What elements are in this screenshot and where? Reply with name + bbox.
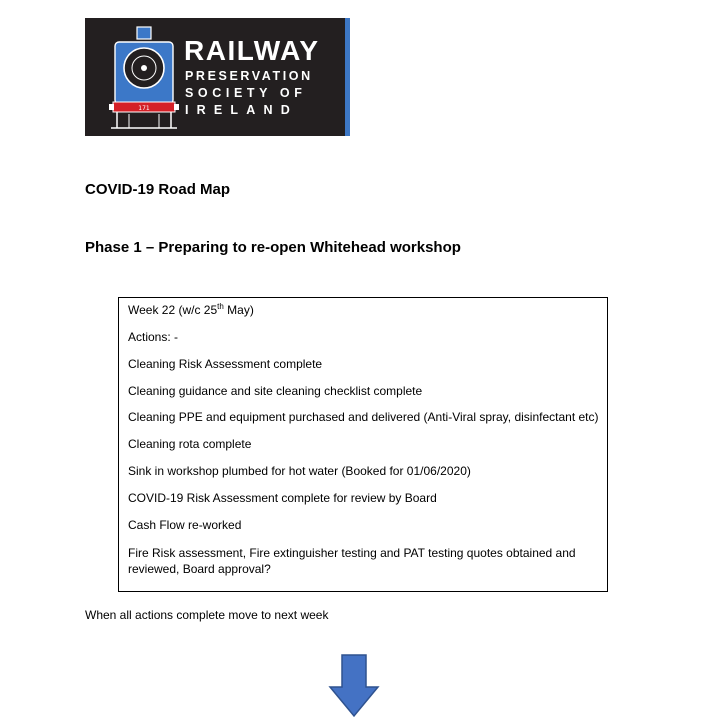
week-suffix: May) (223, 303, 254, 317)
down-arrow-icon (328, 654, 380, 718)
svg-text:171: 171 (138, 105, 150, 112)
footer-note: When all actions complete move to next week (85, 608, 329, 622)
action-item: Cleaning guidance and site cleaning checklist complete (128, 384, 423, 398)
action-item: Sink in workshop plumbed for hot water (Booked for 01/06/2020) (128, 464, 471, 478)
action-item: Fire Risk assessment, Fire extinguisher testing and PAT testing quotes obtained and reviewed, Board approval? (128, 546, 576, 576)
logo-title: RAILWAY (184, 35, 320, 66)
action-item: Cleaning rota complete (128, 437, 252, 451)
actions-box (118, 297, 608, 592)
action-item: Cash Flow re-worked (128, 518, 242, 532)
rpsi-logo (85, 18, 350, 136)
action-item: COVID-19 Risk Assessment complete for review by Board (128, 491, 437, 505)
phase-heading: Phase 1 – Preparing to re-open Whitehead workshop (85, 239, 461, 256)
logo-line-4: IRELAND (185, 103, 298, 117)
action-item: Cleaning Risk Assessment complete (128, 357, 323, 371)
logo-line-2: PRESERVATION (185, 69, 313, 83)
action-item: Cleaning PPE and equipment purchased and delivered (Anti-Viral spray, disinfectant etc) (128, 410, 599, 424)
week-heading (128, 302, 254, 318)
week-prefix: Week 22 (w/c 25 (128, 303, 218, 317)
actions-label: Actions: - (128, 330, 179, 344)
logo-line-3: SOCIETY OF (185, 86, 307, 100)
logo-accent-stripe (345, 18, 350, 136)
document-title: COVID-19 Road Map (85, 181, 231, 198)
week-superscript: th (217, 302, 224, 311)
locomotive-icon (109, 24, 179, 132)
